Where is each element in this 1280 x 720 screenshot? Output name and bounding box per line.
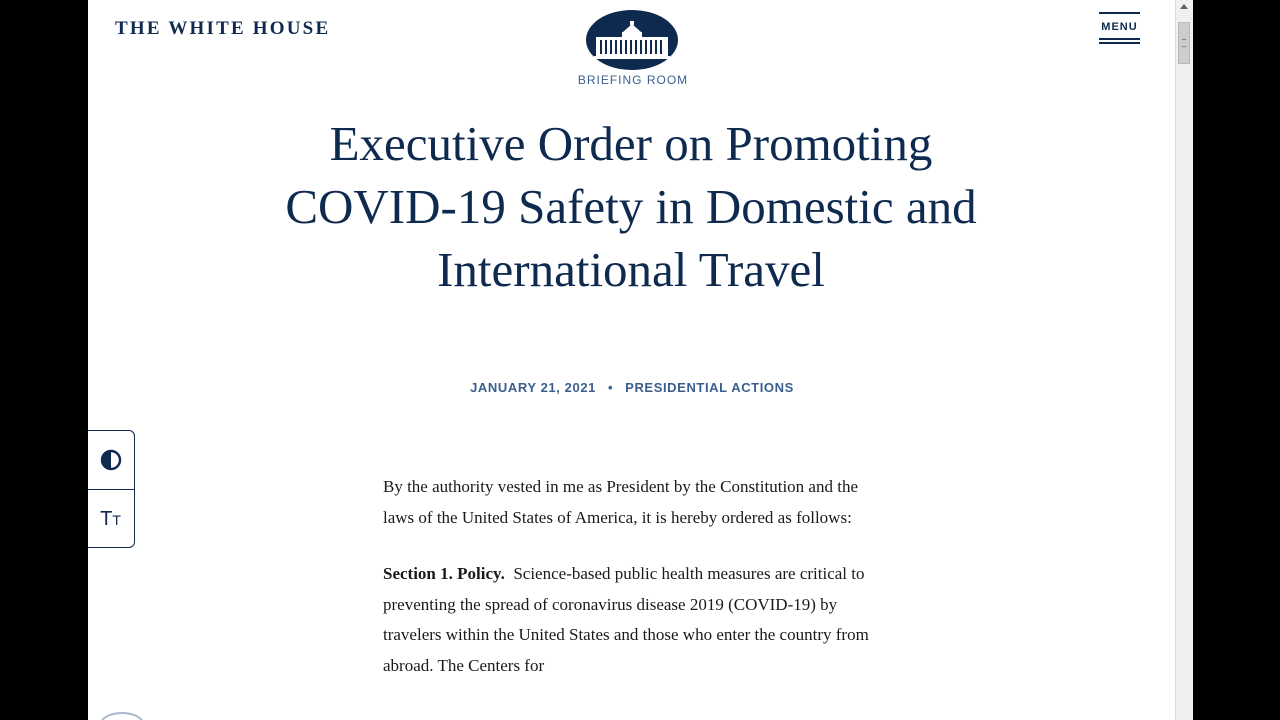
section1-paragraph: [383, 559, 893, 681]
contrast-icon: [100, 449, 122, 471]
text-size-icon: TT: [100, 507, 121, 530]
scroll-thumb[interactable]: [1178, 22, 1190, 64]
article-date: JANUARY 21, 2021: [470, 380, 597, 395]
text-size-button[interactable]: [88, 490, 134, 548]
white-house-seal[interactable]: [586, 10, 678, 70]
intro-paragraph: By the authority vested in me as President by the Constitution and the laws of the United States of America, it is hereby ordered as follows:: [383, 477, 858, 527]
menu-bar-mid: [1099, 38, 1140, 40]
menu-bar-bottom: [1099, 42, 1140, 44]
vertical-scrollbar[interactable]: [1175, 0, 1193, 720]
accessibility-toolbar: [88, 430, 135, 548]
section-label[interactable]: BRIEFING ROOM: [577, 73, 689, 87]
menu-label: MENU: [1101, 21, 1138, 33]
section1-heading: Section 1. Policy.: [383, 564, 505, 583]
contrast-button[interactable]: [88, 431, 134, 489]
section1-text: Science-based public health measures are critical to preventing the spread of coronavirus disease 2019 (COVID-19) by travelers within the United States and those who enter the country from abroad. The Centers for: [383, 564, 869, 675]
menu-bar-top: [1099, 12, 1140, 14]
corner-widget[interactable]: [100, 712, 144, 720]
article-category-link[interactable]: PRESIDENTIAL ACTIONS: [625, 380, 794, 395]
white-house-building-icon: [586, 10, 678, 70]
article-meta: [346, 380, 918, 395]
site-title[interactable]: THE WHITE HOUSE: [115, 18, 331, 39]
scroll-up-arrow-icon[interactable]: [1180, 4, 1188, 9]
page-title: Executive Order on Promoting COVID-19 Safety in Domestic and International Travel: [285, 116, 977, 297]
page: [88, 0, 1175, 720]
menu-button[interactable]: [1099, 12, 1141, 44]
meta-separator: •: [608, 380, 614, 395]
article-body: [383, 472, 893, 707]
